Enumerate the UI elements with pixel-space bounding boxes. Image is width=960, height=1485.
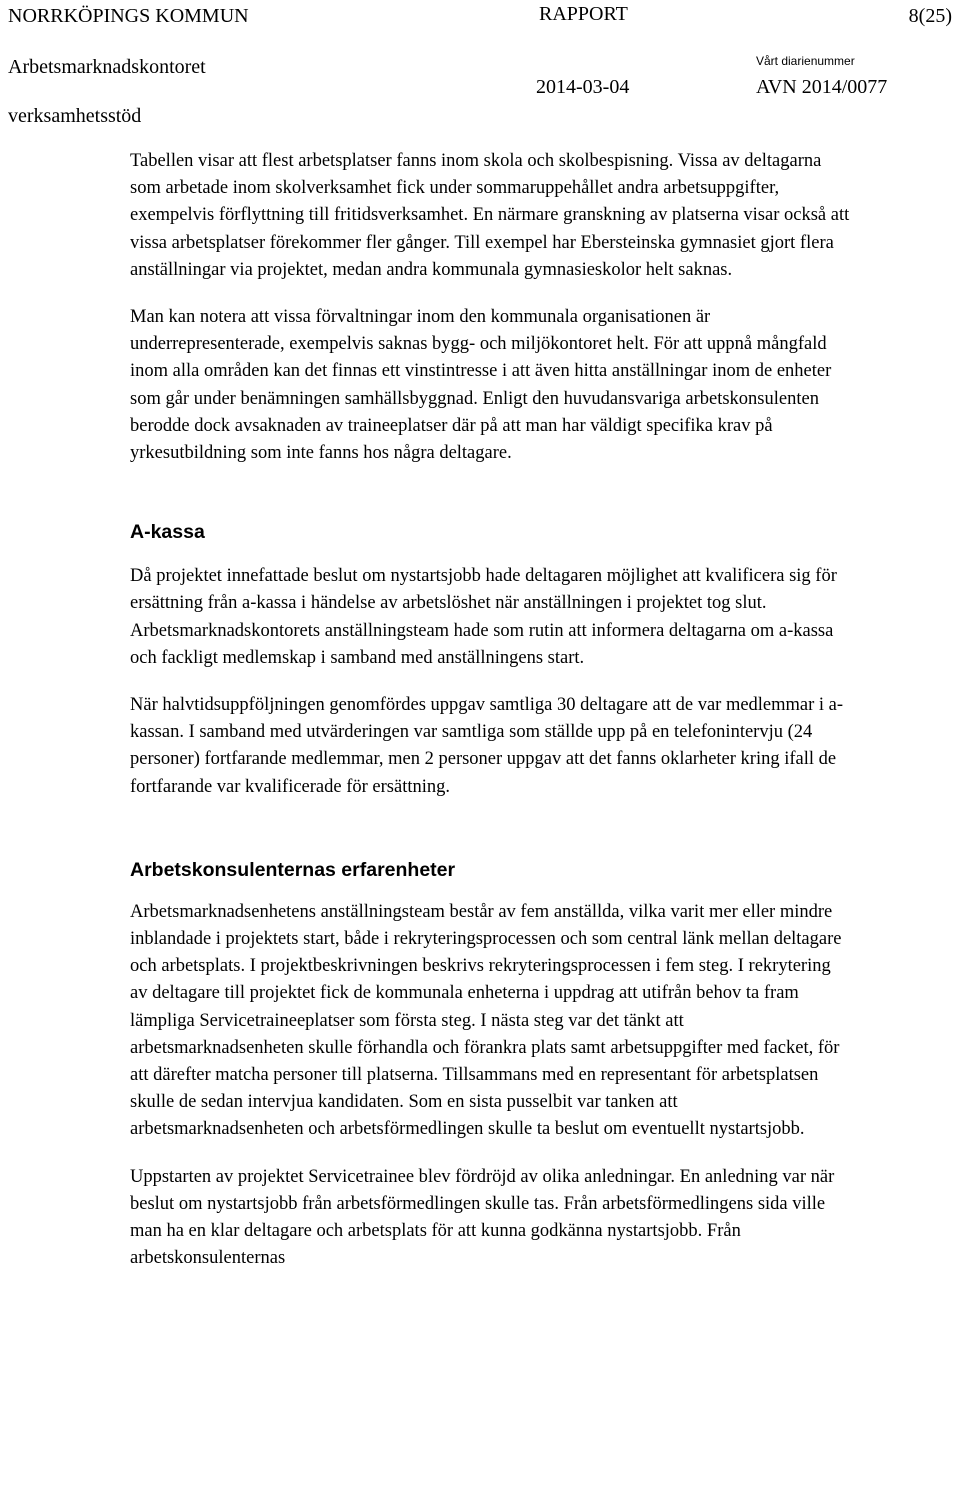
office-name: Arbetsmarknadskontoret bbox=[8, 56, 206, 78]
unit-name: verksamhetsstöd bbox=[8, 105, 142, 127]
report-body bbox=[130, 148, 850, 1273]
paragraph-a-kassa-info: Då projektet innefattade beslut om nystartsjobb hade deltagaren möjlighet att kvalificera sig för ersättning från a-kassa i händelse av arbetslöshet när anställningen i projektet tog slut. Arbetsmarknadskontorets anställningsteam hade som rutin att informera deltagarna om a-kassa och fackligt medlemskap i samband med anställningens start. bbox=[130, 566, 837, 668]
paragraph-project-startup: Uppstarten av projektet Servicetrainee blev fördröjd av olika anledningar. En anledning var när beslut om nystartsjobb från arbetsförmedlingen skulle tas. Från arbetsförmedlingens sida ville man ha en klar deltagare och arbetsplats för att kunna godkänna nystartsjobb. Från arbetskonsulenternas bbox=[130, 1166, 835, 1269]
page-number: 8(25) bbox=[908, 5, 952, 27]
paragraph-workplaces: Tabellen visar att flest arbetsplatser fanns inom skola och skolbespisning. Vissa av deltagarna som arbetade inom skolverksamhet fick under sommaruppehållet andra arbetsuppgifter, exempelvis förflyttning till fritidsverksamhet. En närmare granskning av platserna visar också att vissa arbetsplatser förekommer fler gånger. Till exempel har Ebersteinska gymnasiet gjort flera anställningar via projektet, medan andra kommunala gymnasieskolor helt saknas. bbox=[130, 151, 850, 280]
paragraph-recruitment-process: Arbetsmarknadsenhetens anställningsteam består av fem anställda, vilka varit mer eller mindre inblandade i projektets start, både i rekryteringsprocessen och som central länk mellan deltagare och arbetsplats. I projektbeskrivningen beskrivs rekryteringsprocessen i fem steg. I rekrytering av deltagare till projektet fick de kommunala enheterna i uppdrag att utifrån behov ta fram lämpliga Servicetraineeplatser som första steg. I nästa steg var det tänkt att arbetsmarknadsenheten skulle förhandla och förankra plats samt arbetsuppgifter med facket, för att därefter matcha personer till platserna. Tillsammans med en representant för arbetsplatsen skulle de sedan intervjua kandidaten. Som en sista pusselbit var tanken att arbetsmarknadsenheten och arbetsförmedlingen skulle ta beslut om eventuellt nystartsjobb. bbox=[130, 901, 842, 1140]
heading-a-kassa: A-kassa bbox=[130, 521, 205, 544]
document-type: RAPPORT bbox=[539, 3, 628, 25]
paragraph-administrations: Man kan notera att vissa förvaltningar inom den kommunala organisationen är underrepresenterade, exempelvis saknas bygg- och miljökontoret helt. För att uppnå mångfald inom alla områden kan det finnas ett vinstintresse i att även hitta anställningar inom de enheter som går under benämningen samhällsbyggnad. Enligt den huvudansvariga arbetskonsulenten berodde dock avsaknaden av traineeplatser där på att man har väldigt specifika krav på yrkesutbildning som inte fanns hos några deltagare. bbox=[130, 307, 832, 464]
diarie-number: AVN 2014/0077 bbox=[756, 76, 888, 98]
paragraph-a-kassa-followup: När halvtidsuppföljningen genomfördes uppgav samtliga 30 deltagare att de var medlemmar i a-kassan. I samband med utvärderingen var samtliga som ställde upp på en telefonintervju (24 personer) fortfarande medlemmar, men 2 personer uppgav att det fanns oklarheter kring ifall de fortfarande var kvalificerade för ersättning. bbox=[130, 695, 844, 797]
municipality-name: NORRKÖPINGS KOMMUN bbox=[8, 5, 249, 27]
heading-arbetskonsulenter: Arbetskonsulenternas erfarenheter bbox=[130, 858, 456, 881]
diarie-label: Vårt diarienummer bbox=[756, 54, 855, 68]
report-date: 2014-03-04 bbox=[536, 76, 630, 98]
